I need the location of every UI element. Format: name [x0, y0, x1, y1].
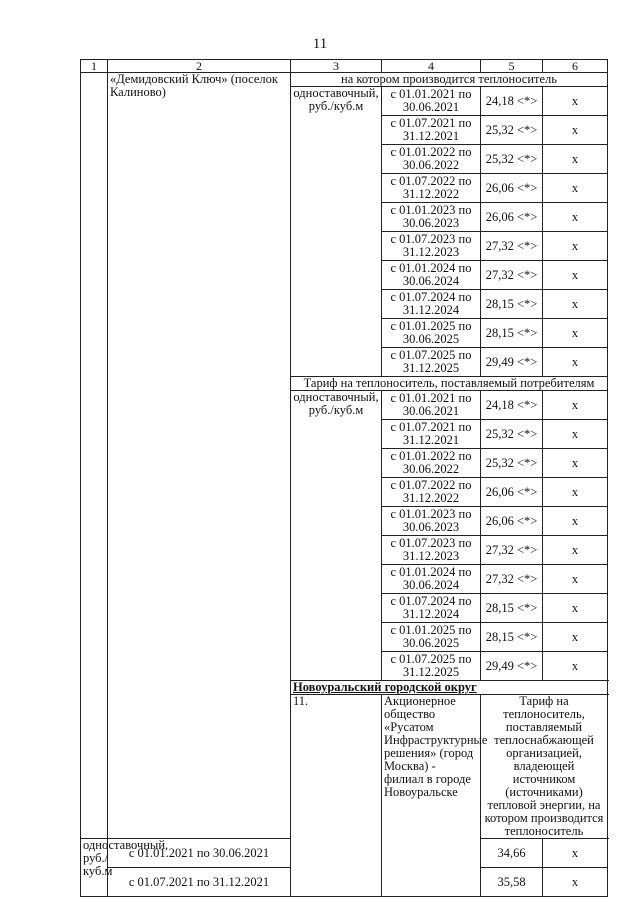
value-cell: 35,58 [481, 868, 543, 897]
unit-cell: одноставочный, руб./куб.м [291, 87, 382, 377]
period-cell: с 01.07.2021 по 31.12.2021 [108, 868, 291, 897]
period-cell: с 01.01.2023 по 30.06.2023 [382, 507, 481, 536]
value-cell: 24,18 <*> [481, 87, 543, 116]
period-cell: с 01.07.2021 по 31.12.2021 [382, 420, 481, 449]
x-cell: x [543, 420, 608, 449]
period-cell: с 01.07.2021 по 31.12.2021 [382, 116, 481, 145]
x-cell: x [543, 652, 608, 681]
x-cell: x [543, 565, 608, 594]
value-cell: 28,15 <*> [481, 319, 543, 348]
row-number-cell [81, 73, 108, 839]
value-cell: 27,32 <*> [481, 232, 543, 261]
row-number: 11. [291, 695, 382, 897]
period-cell: с 01.07.2024 по 31.12.2024 [382, 594, 481, 623]
period-cell: с 01.01.2025 по 30.06.2025 [382, 623, 481, 652]
period-cell: с 01.01.2022 по 30.06.2022 [382, 449, 481, 478]
page-number: 11 [312, 36, 328, 52]
x-cell: x [543, 290, 608, 319]
x-cell: x [543, 203, 608, 232]
value-cell: 27,32 <*> [481, 261, 543, 290]
unit-cell: одноставочный, руб./куб.м [291, 391, 382, 681]
value-cell: 29,49 <*> [481, 348, 543, 377]
period-cell: с 01.01.2021 по 30.06.2021 [382, 87, 481, 116]
value-cell: 25,32 <*> [481, 420, 543, 449]
value-cell: 26,06 <*> [481, 203, 543, 232]
col-header: 2 [108, 60, 291, 73]
org-name: «Демидовский Ключ» (поселок Калиново) [108, 73, 291, 839]
period-cell: с 01.01.2024 по 30.06.2024 [382, 261, 481, 290]
tariff-title: на котором производится теплоноситель [291, 73, 608, 87]
x-cell: x [543, 868, 608, 897]
period-cell: с 01.01.2021 по 30.06.2021 [382, 391, 481, 420]
x-cell: x [543, 449, 608, 478]
x-cell: x [543, 536, 608, 565]
value-cell: 34,66 [481, 839, 543, 868]
value-cell: 28,15 <*> [481, 290, 543, 319]
value-cell: 24,18 <*> [481, 391, 543, 420]
value-cell: 26,06 <*> [481, 478, 543, 507]
tariff-title: Тариф на теплоноситель, поставляемый потребителям [291, 377, 608, 391]
x-cell: x [543, 116, 608, 145]
x-cell: x [543, 319, 608, 348]
period-cell: с 01.01.2025 по 30.06.2025 [382, 319, 481, 348]
value-cell: 25,32 <*> [481, 116, 543, 145]
value-cell: 25,32 <*> [481, 449, 543, 478]
x-cell: x [543, 174, 608, 203]
header-row [81, 60, 608, 73]
x-cell: x [543, 839, 608, 868]
x-cell: x [543, 391, 608, 420]
col-header: 6 [543, 60, 608, 73]
value-cell: 28,15 <*> [481, 623, 543, 652]
period-cell: с 01.07.2025 по 31.12.2025 [382, 652, 481, 681]
x-cell: x [543, 623, 608, 652]
tariff-table [80, 59, 608, 897]
x-cell: x [543, 145, 608, 174]
x-cell: x [543, 87, 608, 116]
col-header: 4 [382, 60, 481, 73]
period-cell: с 01.01.2021 по 30.06.2021 [108, 839, 291, 868]
unit-cell: одноставочный, руб./куб.м [81, 839, 108, 897]
value-cell: 29,49 <*> [481, 652, 543, 681]
x-cell: x [543, 507, 608, 536]
value-cell: 28,15 <*> [481, 594, 543, 623]
period-cell: с 01.07.2023 по 31.12.2023 [382, 232, 481, 261]
col-header: 1 [81, 60, 108, 73]
x-cell: x [543, 348, 608, 377]
x-cell: x [543, 261, 608, 290]
tariff-title: Тариф на теплоноситель, поставляемый теплоснабжающей организацией, владеющей источником (источниками) тепловой энергии, на котором производится теплоноситель [481, 695, 608, 839]
value-cell: 27,32 <*> [481, 536, 543, 565]
value-cell: 26,06 <*> [481, 174, 543, 203]
period-cell: с 01.07.2023 по 31.12.2023 [382, 536, 481, 565]
period-cell: с 01.01.2024 по 30.06.2024 [382, 565, 481, 594]
period-cell: с 01.01.2023 по 30.06.2023 [382, 203, 481, 232]
period-cell: с 01.07.2025 по 31.12.2025 [382, 348, 481, 377]
value-cell: 26,06 <*> [481, 507, 543, 536]
section-title: Новоуральский городской округ [291, 681, 608, 695]
period-cell: с 01.07.2022 по 31.12.2022 [382, 174, 481, 203]
value-cell: 25,32 <*> [481, 145, 543, 174]
x-cell: x [543, 594, 608, 623]
col-header: 3 [291, 60, 382, 73]
org-name: Акционерное общество «Русатом Инфраструктурные решения» (город Москва) - филиал в городе Новоуральске [382, 695, 481, 897]
x-cell: x [543, 232, 608, 261]
col-header: 5 [481, 60, 543, 73]
x-cell: x [543, 478, 608, 507]
period-cell: с 01.07.2024 по 31.12.2024 [382, 290, 481, 319]
period-cell: с 01.01.2022 по 30.06.2022 [382, 145, 481, 174]
value-cell: 27,32 <*> [481, 565, 543, 594]
period-cell: с 01.07.2022 по 31.12.2022 [382, 478, 481, 507]
